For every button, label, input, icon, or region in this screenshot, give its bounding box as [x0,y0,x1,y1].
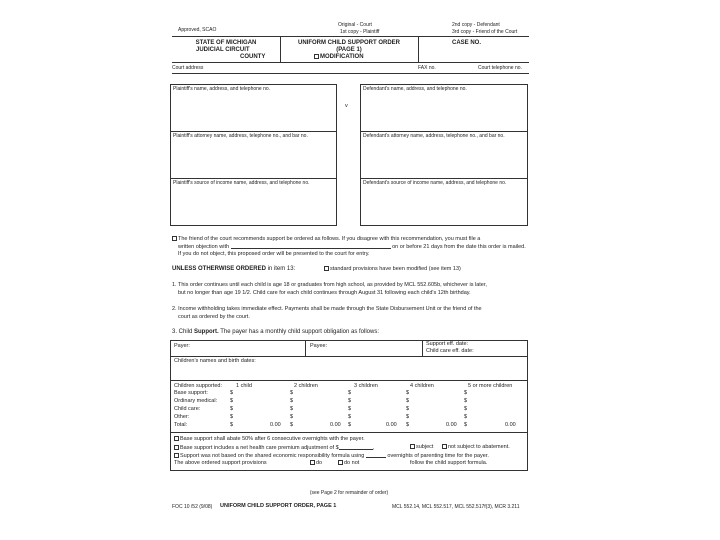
recommendation-line-1: The friend of the court recommends support be ordered as follows. If you disagree with this recommendation, you must file a [172,236,480,242]
do-not-option[interactable]: do not [338,460,359,466]
defendant-attorney-box[interactable] [360,131,528,179]
do-checkbox[interactable] [310,460,315,465]
defendant-income-box[interactable] [360,178,528,226]
dollar-sign: $ [230,422,234,428]
dollar-sign: $ [290,406,294,412]
modification-label: MODIFICATION [320,54,364,60]
dollar-sign: $ [464,414,468,420]
distribution-original: Original - Court [338,22,372,28]
standard-provisions-checkbox[interactable] [324,266,329,271]
plaintiff-income-box[interactable] [170,178,337,226]
abatement-option[interactable]: Base support shall abate 50% after 6 consecutive overnights with the payer. [174,436,365,442]
health-premium-checkbox[interactable] [174,445,179,450]
recommendation-line-3: If you do not object, this proposed order will be presented to the court for entry. [178,251,370,257]
dollar-sign: $ [290,422,294,428]
recommendation-checkbox[interactable] [172,236,177,241]
col-5-children: 5 or more children [468,383,513,389]
table-rule-2 [170,380,528,381]
item1-line-2: but no longer than age 19 1/2. Child care for each child continues through August 31 following each child's 12th birthday. [178,290,471,296]
children-names-label: Children's names and birth dates: [174,358,256,364]
dollar-sign: $ [348,398,352,404]
modification-checkbox[interactable] [314,54,319,59]
dollar-sign: $ [348,414,352,420]
col-2-children: 2 children [294,383,318,389]
total-value-col-4: 0.00 [446,422,457,428]
versus-label: v [345,103,348,109]
dollar-sign: $ [406,422,410,428]
defendant-income-label: Defendant's source of income name, address, and telephone no. [363,180,507,186]
plaintiff-attorney-label: Plaintiff's attorney name, address, telephone no., and bar no. [173,133,308,139]
dollar-sign: $ [464,406,468,412]
subject-checkbox[interactable] [410,444,415,449]
formula-line-end: follow the child support formula. [410,460,488,466]
children-supported-label: Children supported: [174,383,223,389]
county-label: COUNTY [240,54,266,60]
distribution-third-copy: 3rd copy - Friend of the Court [452,29,518,35]
dollar-sign: $ [348,390,352,396]
modification-option[interactable] [314,54,364,60]
health-premium-amount-field[interactable] [339,444,373,450]
abatement-checkbox[interactable] [174,436,179,441]
child-care-eff-date-label: Child care eff. date: [426,348,474,354]
support-eff-date-label: Support eff. date: [426,341,469,347]
court-row-rule [172,73,529,74]
row-total: Total: [174,422,188,428]
defendant-name-label: Defendant's name, address, and telephone no. [363,86,467,92]
table-divider-payer [305,340,306,356]
dollar-sign: $ [230,406,234,412]
standard-provisions-option[interactable]: standard provisions have been modified (see item 13) [324,266,461,272]
circuit-label: JUDICIAL CIRCUIT [196,47,250,53]
objection-recipient-field[interactable] [231,243,391,249]
col-4-children: 4 children [410,383,434,389]
unless-otherwise-row: UNLESS OTHERWISE ORDERED in item 13: [172,266,296,272]
form-page-label: (PAGE 1) [336,47,362,53]
total-value-col-1: 0.00 [270,422,281,428]
payer-label: Payer: [174,343,190,349]
distribution-first-copy: 1st copy - Plaintiff [340,29,380,35]
defendant-name-box[interactable] [360,84,528,132]
item3-heading: 3. Child Support. The payer has a monthly child support obligation as follows: [172,329,380,335]
item1-line-1: 1. This order continues until each child is age 18 or graduates from high school, as provided by MCL 552.605b, whichever is later, [172,282,487,288]
overnights-field[interactable] [366,452,386,458]
case-no-label: CASE NO. [452,40,482,46]
dollar-sign: $ [406,398,410,404]
dollar-sign: $ [348,422,352,428]
recommendation-line-2: written objection with on or before 21 days from the date this order is mailed. [178,244,526,250]
form-title: UNIFORM CHILD SUPPORT ORDER [298,40,400,46]
item2-line-1: 2. Income withholding takes immediate effect. Payments shall be made through the State Disbursement Unit or the friend of the [172,306,482,312]
formula-line: The above ordered support provisions [174,460,267,466]
row-base-support: Base support: [174,390,208,396]
total-value-col-5: 0.00 [505,422,516,428]
do-not-checkbox[interactable] [338,460,343,465]
plaintiff-income-label: Plaintiff's source of income name, address, and telephone no. [173,180,310,186]
dollar-sign: $ [464,422,468,428]
health-premium-option[interactable]: Base support includes a net health care premium adjustment of $ , [174,444,374,451]
dollar-sign: $ [230,414,234,420]
fax-label: FAX no. [418,65,436,71]
row-child-care: Child care: [174,406,201,412]
distribution-second-copy: 2nd copy - Defendant [452,22,500,28]
row-other: Other: [174,414,190,420]
dollar-sign: $ [230,390,234,396]
see-page-2: (see Page 2 for remainder of order) [309,490,389,496]
payee-label: Payee: [310,343,328,349]
court-address-label: Court address [172,65,204,71]
plaintiff-name-box[interactable] [170,84,337,132]
not-subject-checkbox[interactable] [442,444,447,449]
not-subject-option[interactable]: not subject to abatement. [442,444,510,450]
dollar-sign: $ [464,390,468,396]
plaintiff-name-label: Plaintiff's name, address, and telephone no. [173,86,271,92]
form-number: FOC 10 /52 (9/08) [172,504,213,510]
shared-responsibility-checkbox[interactable] [174,453,179,458]
subject-option[interactable]: subject [410,444,433,450]
do-option[interactable]: do [310,460,322,466]
header-divider-2 [418,36,419,62]
dollar-sign: $ [290,390,294,396]
dollar-sign: $ [406,414,410,420]
dollar-sign: $ [230,398,234,404]
footer-form-title: UNIFORM CHILD SUPPORT ORDER, PAGE 1 [220,503,337,509]
dollar-sign: $ [290,398,294,404]
col-3-children: 3 children [354,383,378,389]
table-rule-3 [170,432,528,433]
plaintiff-attorney-box[interactable] [170,131,337,179]
total-value-col-3: 0.00 [386,422,397,428]
dollar-sign: $ [348,406,352,412]
dollar-sign: $ [406,406,410,412]
state-label: STATE OF MICHIGAN [195,40,257,46]
dollar-sign: $ [290,414,294,420]
approved-text: Approved, SCAO [178,27,217,33]
court-telephone-label: Court telephone no. [478,65,522,71]
dollar-sign: $ [464,398,468,404]
row-ordinary-medical: Ordinary medical: [174,398,218,404]
col-1-child: 1 child [236,383,252,389]
shared-responsibility-option[interactable]: Support was not based on the shared economic responsibility formula using overnights of parenting time for the payer. [174,452,489,459]
total-value-col-2: 0.00 [330,422,341,428]
table-rule-1 [170,356,528,357]
defendant-attorney-label: Defendant's attorney name, address, telephone no., and bar no. [363,133,505,139]
dollar-sign: $ [406,390,410,396]
table-divider-payee [422,340,423,356]
header-bottom-rule [172,62,529,63]
item2-line-2: court as ordered by the court. [178,314,250,320]
statute-references: MCL 552.14, MCL 552.517, MCL 552.517f(3), MCR 3.211 [392,504,520,510]
header-top-rule [172,36,529,37]
